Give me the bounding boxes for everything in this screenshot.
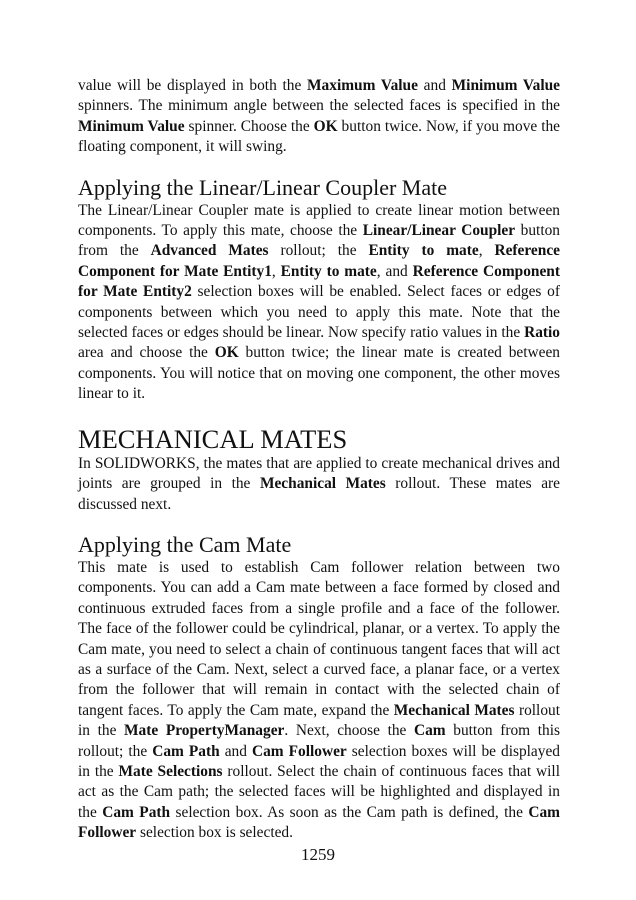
bold-term: Cam [414, 722, 446, 740]
text-run: selection box. As soon as the Cam path is defined, the [170, 803, 529, 821]
text-run: spinner. Choose the [184, 117, 314, 135]
text-run: rollout; the [268, 242, 369, 260]
text-run: area and choose the [78, 344, 215, 362]
text-run: button from this rollout; the [78, 722, 560, 760]
bold-term: Advanced Mates [150, 242, 269, 260]
subsection-heading: Applying the Cam Mate [78, 531, 292, 557]
spacer [78, 515, 560, 532]
paragraph [78, 558, 560, 844]
bold-term: Minimum Value [78, 117, 185, 135]
text-run: , and [376, 262, 413, 280]
text-run: rollout in the [78, 701, 560, 740]
bold-term: Mechanical Mates [259, 475, 386, 493]
text-run: selection boxes will be enabled. Select faces or edges of components between which you need to apply this mate. Note that the selected faces or edges should be linear. Now specify ratio values in the [78, 283, 560, 342]
text-run: rollout. Select the chain of continuous faces that will act as the Cam path; the selected faces will be highlighted and displayed in the [78, 762, 560, 821]
bold-term: Mate Selections [118, 762, 223, 780]
bold-term: Cam Path [102, 803, 171, 821]
text-run: selection boxes will be displayed in the [78, 742, 560, 780]
bold-term: Entity to mate [280, 262, 377, 280]
text-run: button twice; the linear mate is created between components. You will notice that on moving one component, the other moves linear to it. [78, 344, 560, 403]
bold-term: Cam Follower [78, 803, 561, 842]
text-run: button from the [78, 222, 560, 260]
bold-term: OK [313, 117, 338, 135]
bold-term: Mechanical Mates [393, 701, 515, 719]
bold-term: Reference Component for Mate Entity2 [78, 262, 560, 301]
text-run: rollout. These mates are discussed next. [78, 475, 560, 513]
bold-term: Cam Path [152, 742, 220, 760]
page-content [78, 76, 560, 844]
bold-term: Maximum Value [307, 77, 418, 94]
paragraph [78, 454, 560, 515]
bold-term: Cam Follower [251, 742, 347, 760]
bold-term: Linear/Linear Coupler [362, 222, 516, 240]
bold-term: Mate PropertyManager [124, 722, 285, 740]
paragraph [78, 76, 560, 158]
text-run: The Linear/Linear Coupler mate is applied to create linear motion between components. To apply this mate, choose the [78, 201, 560, 240]
bold-term: Ratio [524, 324, 560, 342]
text-run: button twice. Now, if you move the floating component, it will swing. [78, 117, 561, 156]
bold-term: Minimum Value [451, 77, 560, 94]
text-run: and [417, 77, 452, 94]
spacer [78, 158, 560, 175]
subsection-heading: Applying the Linear/Linear Coupler Mate [78, 174, 447, 200]
section-heading: MECHANICAL MATES [78, 423, 348, 454]
bold-term: Reference Component for Mate Entity1 [78, 242, 560, 280]
bold-term: Entity to mate [368, 242, 479, 260]
text-run: , [478, 242, 495, 260]
text-run: This mate is used to establish Cam follower relation between two components. You can add a Cam mate between a face formed by closed and continuous extruded faces from a single profile and a face of the follower. The face of the follower could be cylindrical, planar, or a vertex. To apply the Cam mate, you need to select a chain of continuous tangent faces that will act as a surface of the Cam. Next, select a curved face, a planar face, or a vertex from the follower that will remain in contact with the selected chain of tangent faces. To apply the Cam mate, expand the [78, 558, 560, 719]
text-run: spinners. The minimum angle between the selected faces is specified in the [78, 97, 560, 115]
text-run: and [219, 742, 252, 760]
text-run: value will be displayed in both the [78, 77, 308, 94]
paragraph [78, 201, 560, 405]
spacer [78, 405, 560, 424]
text-run: selection box is selected. [136, 824, 293, 842]
bold-term: OK [214, 344, 239, 362]
page-number: 1259 [301, 845, 335, 864]
text-run: , [271, 262, 281, 280]
text-run: . Next, choose the [284, 722, 414, 740]
text-run: In SOLIDWORKS, the mates that are applied to create mechanical drives and joints are grouped in the [78, 454, 560, 493]
